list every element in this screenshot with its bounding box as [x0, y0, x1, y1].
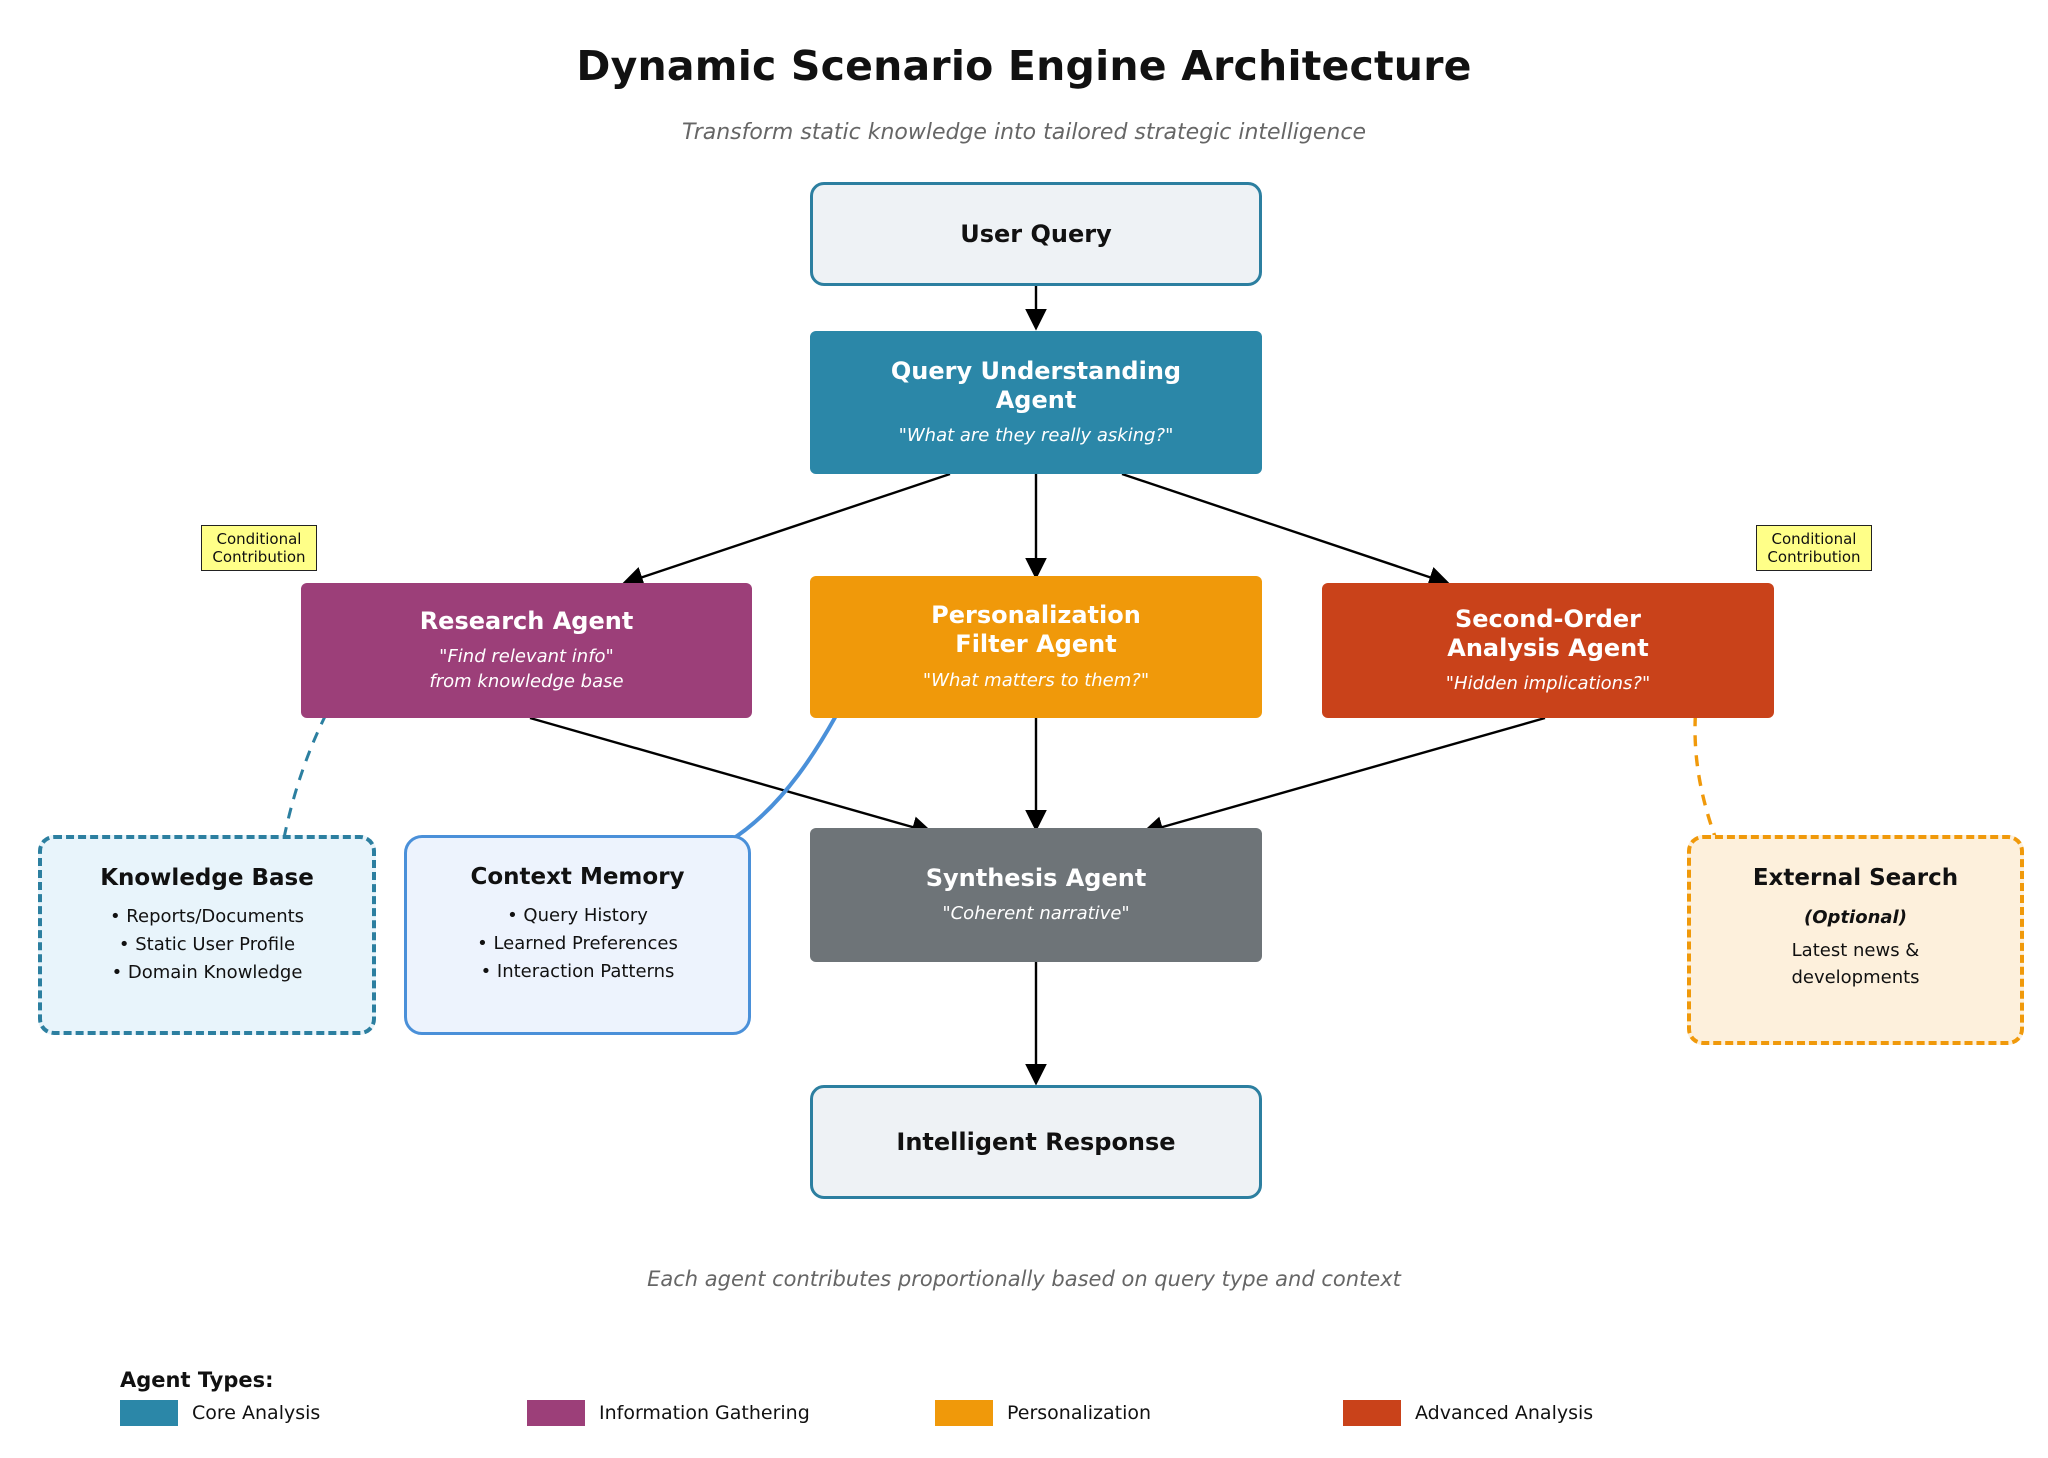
node-query-understanding-agent[interactable]	[810, 331, 1262, 474]
legend-label: Information Gathering	[599, 1402, 810, 1424]
list-item: • Learned Preferences	[477, 932, 678, 954]
list-item: • Domain Knowledge	[111, 961, 303, 983]
context-memory-label: Context Memory	[470, 864, 685, 890]
list-item: • Reports/Documents	[109, 906, 305, 927]
knowledge-base-list	[110, 903, 304, 987]
legend-swatch-icon	[120, 1400, 178, 1426]
synthesis-agent-quote: "Coherent narrative"	[942, 902, 1130, 924]
list-item: • Query History	[507, 905, 648, 926]
legend-item-core-analysis	[120, 1400, 320, 1426]
badge-left-line-1: Conditional	[216, 530, 302, 548]
legend-item-personalization	[935, 1400, 1151, 1426]
node-research-agent[interactable]	[301, 583, 752, 718]
legend-swatch-icon	[935, 1400, 993, 1426]
legend-item-advanced-analysis	[1343, 1400, 1593, 1426]
external-search-label: External Search	[1752, 865, 1959, 891]
node-context-memory[interactable]	[404, 835, 751, 1035]
intelligent-response-label: Intelligent Response	[896, 1128, 1176, 1156]
badge-right-line-2: Contribution	[1767, 548, 1861, 567]
list-item: • Static User Profile	[118, 933, 296, 955]
node-intelligent-response[interactable]	[810, 1085, 1262, 1199]
node-personalization-filter-agent[interactable]	[810, 576, 1262, 718]
node-synthesis-agent[interactable]	[810, 828, 1262, 962]
synthesis-agent-label: Synthesis Agent	[925, 863, 1147, 892]
legend-swatch-icon	[1343, 1400, 1401, 1426]
node-external-search[interactable]	[1687, 835, 2024, 1045]
query-understanding-label-1: Query Understanding	[890, 356, 1182, 385]
user-query-label: User Query	[960, 220, 1112, 248]
legend-label: Core Analysis	[192, 1402, 321, 1424]
badge-left-line-2: Contribution	[212, 548, 306, 567]
external-search-note-2: developments	[1791, 967, 1920, 988]
second-order-quote: "Hidden implications?"	[1445, 673, 1651, 695]
second-order-label-1: Second-Order	[1454, 604, 1642, 633]
query-understanding-label-2: Agent	[995, 385, 1077, 414]
node-user-query[interactable]	[810, 182, 1262, 286]
badge-conditional-contribution-right	[1756, 525, 1872, 571]
external-search-optional: (Optional)	[1804, 907, 1907, 928]
legend-swatch-icon	[527, 1400, 585, 1426]
legend-title: Agent Types:	[120, 1368, 274, 1392]
research-agent-quote-2: from knowledge base	[429, 670, 624, 692]
list-item: • Interaction Patterns	[480, 960, 675, 982]
badge-right-line-1: Conditional	[1771, 530, 1857, 548]
page-title: Dynamic Scenario Engine Architecture	[576, 42, 1472, 90]
second-order-label-2: Analysis Agent	[1447, 633, 1649, 662]
personalization-label-2: Filter Agent	[955, 630, 1117, 659]
query-understanding-quote: "What are they really asking?"	[898, 425, 1174, 447]
research-agent-quote: "Find relevant info"	[439, 646, 614, 668]
research-agent-label: Research Agent	[419, 607, 634, 636]
legend-label: Personalization	[1007, 1402, 1152, 1424]
page-subtitle: Transform static knowledge into tailored strategic intelligence	[681, 120, 1366, 145]
node-knowledge-base[interactable]	[38, 835, 376, 1035]
legend-label: Advanced Analysis	[1415, 1402, 1594, 1424]
personalization-label-1: Personalization	[931, 601, 1141, 630]
personalization-quote: "What matters to them?"	[922, 669, 1150, 691]
knowledge-base-label: Knowledge Base	[100, 865, 314, 891]
context-memory-list	[477, 902, 678, 986]
legend-item-information-gathering	[527, 1400, 810, 1426]
diagram-footnote: Each agent contributes proportionally based on query type and context	[647, 1267, 1401, 1291]
node-second-order-analysis-agent[interactable]	[1322, 583, 1774, 718]
badge-conditional-contribution-left	[201, 525, 317, 571]
external-search-note-1: Latest news &	[1791, 940, 1920, 961]
